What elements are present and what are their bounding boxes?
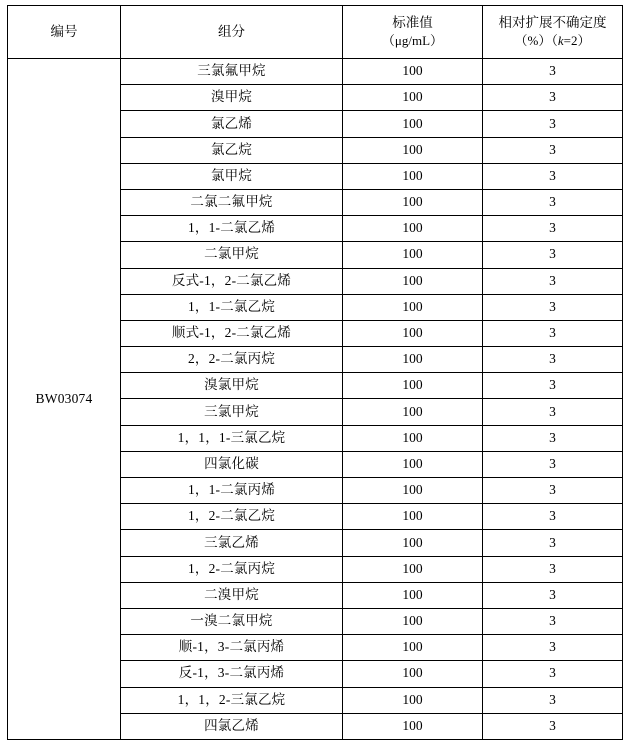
cell-uncertainty: 3 xyxy=(483,635,623,661)
cell-component: 三氯乙烯 xyxy=(121,530,343,556)
column-header-uncertainty xyxy=(483,6,623,59)
cell-standard-value: 100 xyxy=(343,111,483,137)
cell-uncertainty: 3 xyxy=(483,478,623,504)
cell-component: 2，2-二氯丙烷 xyxy=(121,347,343,373)
cell-standard-value: 100 xyxy=(343,608,483,634)
cell-standard-value: 100 xyxy=(343,373,483,399)
cell-uncertainty: 3 xyxy=(483,268,623,294)
cell-uncertainty: 3 xyxy=(483,85,623,111)
cell-standard-value: 100 xyxy=(343,320,483,346)
cell-standard-value: 100 xyxy=(343,399,483,425)
cell-component: 三氯甲烷 xyxy=(121,399,343,425)
cell-uncertainty: 3 xyxy=(483,189,623,215)
cell-component: 二氯甲烷 xyxy=(121,242,343,268)
cell-standard-value: 100 xyxy=(343,294,483,320)
cell-uncertainty: 3 xyxy=(483,137,623,163)
column-header-uncertainty-detail xyxy=(483,33,622,49)
cell-component: 1，1-二氯乙烷 xyxy=(121,294,343,320)
cell-uncertainty: 3 xyxy=(483,556,623,582)
uncertainty-suffix: =2） xyxy=(563,32,591,48)
table-header-row xyxy=(8,6,623,59)
cell-standard-value: 100 xyxy=(343,85,483,111)
cell-component: 溴氯甲烷 xyxy=(121,373,343,399)
cell-standard-value: 100 xyxy=(343,556,483,582)
table-body xyxy=(8,59,623,740)
cell-component: 四氯乙烯 xyxy=(121,713,343,739)
cell-standard-value: 100 xyxy=(343,268,483,294)
cell-uncertainty: 3 xyxy=(483,216,623,242)
uncertainty-prefix: （%）（ xyxy=(514,32,558,48)
table-header xyxy=(8,6,623,59)
cell-component: 1，1-二氯丙烯 xyxy=(121,478,343,504)
cell-uncertainty: 3 xyxy=(483,111,623,137)
cell-component: 1，1，1-三氯乙烷 xyxy=(121,425,343,451)
cell-uncertainty: 3 xyxy=(483,373,623,399)
cell-uncertainty: 3 xyxy=(483,294,623,320)
cell-standard-value: 100 xyxy=(343,189,483,215)
cell-component: 一溴二氯甲烷 xyxy=(121,608,343,634)
column-header-standard-value-unit: （μg/mL） xyxy=(381,32,444,48)
cell-uncertainty: 3 xyxy=(483,608,623,634)
cell-standard-value: 100 xyxy=(343,59,483,85)
cell-uncertainty: 3 xyxy=(483,582,623,608)
cell-uncertainty: 3 xyxy=(483,320,623,346)
cell-standard-value: 100 xyxy=(343,425,483,451)
column-header-id: 编号 xyxy=(8,6,121,59)
cell-standard-value: 100 xyxy=(343,242,483,268)
cell-uncertainty: 3 xyxy=(483,530,623,556)
cell-uncertainty: 3 xyxy=(483,713,623,739)
cell-standard-value: 100 xyxy=(343,530,483,556)
cell-standard-value: 100 xyxy=(343,216,483,242)
cell-uncertainty: 3 xyxy=(483,425,623,451)
cell-uncertainty: 3 xyxy=(483,504,623,530)
cell-component: 反式-1，2-二氯乙烯 xyxy=(121,268,343,294)
cell-uncertainty: 3 xyxy=(483,661,623,687)
cell-component: 1，2-二氯乙烷 xyxy=(121,504,343,530)
cell-standard-value: 100 xyxy=(343,713,483,739)
cell-standard-value: 100 xyxy=(343,451,483,477)
cell-standard-value: 100 xyxy=(343,478,483,504)
cell-component: 三氯氟甲烷 xyxy=(121,59,343,85)
cell-component: 氯甲烷 xyxy=(121,163,343,189)
cell-uncertainty: 3 xyxy=(483,242,623,268)
cell-uncertainty: 3 xyxy=(483,399,623,425)
cell-component: 氯乙烯 xyxy=(121,111,343,137)
column-header-standard-value xyxy=(343,6,483,59)
cell-component: 1，1-二氯乙烯 xyxy=(121,216,343,242)
cell-standard-value: 100 xyxy=(343,582,483,608)
cell-component: 二溴甲烷 xyxy=(121,582,343,608)
cell-component: 反-1，3-二氯丙烯 xyxy=(121,661,343,687)
cell-standard-value: 100 xyxy=(343,661,483,687)
cell-uncertainty: 3 xyxy=(483,347,623,373)
column-header-component: 组分 xyxy=(121,6,343,59)
cell-standard-value: 100 xyxy=(343,635,483,661)
cell-component: 1，2-二氯丙烷 xyxy=(121,556,343,582)
cell-standard-value: 100 xyxy=(343,504,483,530)
cell-standard-value: 100 xyxy=(343,347,483,373)
cell-uncertainty: 3 xyxy=(483,687,623,713)
column-header-uncertainty-title: 相对扩展不确定度 xyxy=(498,14,607,30)
cell-uncertainty: 3 xyxy=(483,59,623,85)
cell-component: 四氯化碳 xyxy=(121,451,343,477)
cell-uncertainty: 3 xyxy=(483,163,623,189)
specification-table xyxy=(7,5,623,740)
cell-component: 氯乙烷 xyxy=(121,137,343,163)
cell-component: 顺式-1，2-二氯乙烯 xyxy=(121,320,343,346)
uncertainty-k-symbol: k xyxy=(557,32,564,48)
cell-standard-value: 100 xyxy=(343,137,483,163)
cell-standard-value: 100 xyxy=(343,687,483,713)
cell-component: 1，1，2-三氯乙烷 xyxy=(121,687,343,713)
cell-uncertainty: 3 xyxy=(483,451,623,477)
column-header-standard-value-title: 标准值 xyxy=(392,14,433,30)
cell-standard-value: 100 xyxy=(343,163,483,189)
cell-component: 溴甲烷 xyxy=(121,85,343,111)
table-row xyxy=(8,59,623,85)
cell-component: 二氯二氟甲烷 xyxy=(121,189,343,215)
cell-sample-id: BW03074 xyxy=(8,59,121,740)
cell-component: 顺-1，3-二氯丙烯 xyxy=(121,635,343,661)
